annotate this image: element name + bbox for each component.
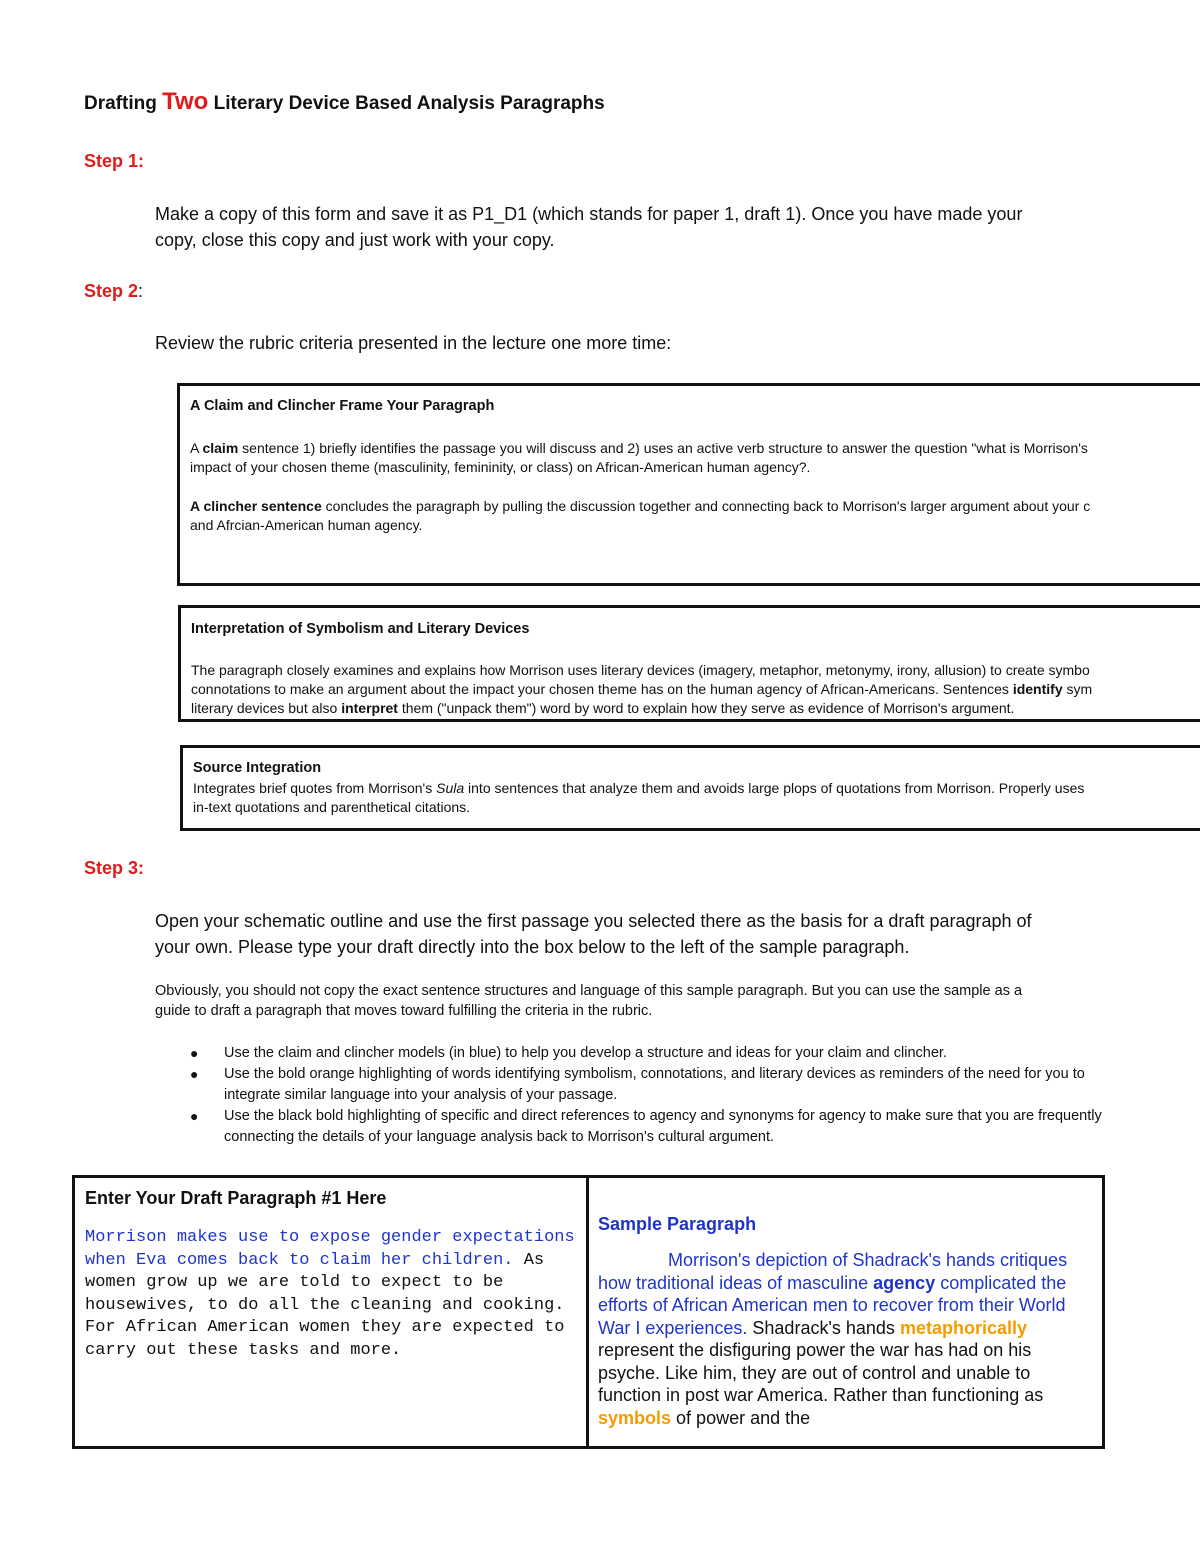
draft-heading: Enter Your Draft Paragraph #1 Here — [85, 1188, 387, 1208]
draft-claim-text: Morrison makes use to expose gender expectations when Eva comes back to claim her children. — [85, 1228, 575, 1270]
draft-table — [72, 1175, 1105, 1449]
bullet-icon: ● — [190, 1066, 199, 1082]
draft-paragraph-text[interactable] — [85, 1227, 578, 1362]
step-1-text: Make a copy of this form and save it as P1_D1 (which stands for paper 1, draft 1). Once you have made your copy, close this copy and just work with your copy. — [155, 204, 1023, 250]
rubric-box-symbolism — [178, 605, 1200, 722]
rubric-box-claim-clincher — [177, 383, 1200, 586]
step-3-label: Step 3: — [84, 858, 145, 878]
source-line-2: in-text quotations and parenthetical citations. — [193, 799, 471, 815]
draft-paragraph-cell[interactable] — [75, 1178, 589, 1446]
title-highlight: Two — [162, 88, 209, 115]
clincher-line-1: A clincher sentence concludes the paragraph by pulling the discussion together and connecting back to Morrison's larger argument about your c — [190, 498, 1091, 514]
symbolism-line-3: literary devices but also interpret them ("unpack them") word by word to explain how they serve as evidence of Morrison's argument. — [191, 700, 1015, 716]
symbolism-line-2: connotations to make an argument about the impact your chosen theme has on the human agency of African-Americans. Sentences identify sym — [191, 681, 1093, 697]
rubric-box-3-heading: Source Integration — [193, 760, 322, 776]
bullet-item: ● Use the black bold highlighting of specific and direct references to agency and synonyms for agency to make sure that you are frequently connecting the details of your language analysis back to Morrison's cultural argument. — [190, 1108, 1102, 1145]
bullet-icon: ● — [190, 1108, 199, 1124]
step-3-note: Obviously, you should not copy the exact sentence structures and language of this sample paragraph. But you can use the sample as a guide to draft a paragraph that moves toward fulfilling the criteria in the rubric. — [155, 983, 1023, 1019]
rubric-box-1-heading: A Claim and Clincher Frame Your Paragraph — [190, 398, 495, 414]
clincher-line-2: and Afrcian-American human agency. — [190, 517, 423, 533]
bullet-item: ● Use the claim and clincher models (in blue) to help you develop a structure and ideas for your claim and clincher. — [190, 1043, 1120, 1064]
source-line-1: Integrates brief quotes from Morrison's Sula into sentences that analyze them and avoids large plops of quotations from Morrison. Properly uses — [193, 780, 1085, 796]
step-2-text: Review the rubric criteria presented in the lecture one more time: — [155, 333, 672, 353]
bullet-item: ● Use the bold orange highlighting of words identifying symbolism, connotations, and literary devices as reminders of the need for you to integrate similar language into your analysis of your passage. — [190, 1066, 1085, 1103]
rubric-box-2-heading: Interpretation of Symbolism and Literary Devices — [191, 621, 530, 637]
sample-paragraph-text: Morrison's depiction of Shadrack's hands critiques how traditional ideas of masculine agency complicated the efforts of African American men to recover from their World War I experiences. Shadrack's hands metaphorically represent the disfiguring power the war has had on his psyche. Like him, they are out of control and unable to function in post war America. Rather than functioning as symbols of power and the — [598, 1250, 1068, 1428]
claim-line-1: A claim sentence 1) briefly identifies the passage you will discuss and 2) uses an active verb structure to answer the question "what is Morrison's — [190, 440, 1088, 456]
sample-paragraph-cell — [589, 1178, 1102, 1446]
step-3-text: Open your schematic outline and use the first passage you selected there as the basis for a draft paragraph of your own. Please type your draft directly into the box below to the left of the sample paragraph. — [155, 911, 1032, 957]
page-title: Drafting Two Literary Device Based Analysis Paragraphs — [84, 88, 605, 115]
claim-line-2: impact of your chosen theme (masculinity, femininity, or class) on African-American human agency?. — [190, 459, 811, 475]
guidance-bullets — [190, 1043, 1120, 1148]
draft-body-text: As women grow up we are told to expect to be housewives, to do all the cleaning and cooking. For African American women they are expected to carry out these tasks and more. — [85, 1250, 565, 1360]
sample-heading: Sample Paragraph — [598, 1214, 757, 1234]
step-2-label: Step 2: — [84, 281, 144, 301]
symbolism-line-1: The paragraph closely examines and explains how Morrison uses literary devices (imagery, metaphor, metonymy, irony, allusion) to create symbo — [191, 662, 1090, 678]
step-1-label: Step 1: — [84, 151, 145, 171]
bullet-icon: ● — [190, 1045, 199, 1061]
rubric-box-source-integration — [180, 745, 1200, 831]
